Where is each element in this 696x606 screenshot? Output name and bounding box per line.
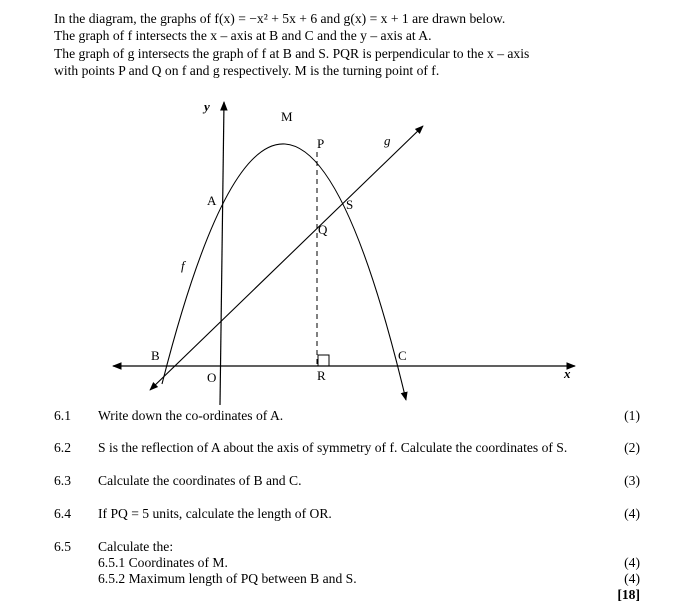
question-marks: (3) bbox=[624, 473, 640, 488]
line-g bbox=[150, 126, 423, 390]
question-text: Calculate the coordinates of B and C. bbox=[98, 473, 302, 488]
intro-line-1: In the diagram, the graphs of f(x) = −x² + 5x + 6 and g(x) = x + 1 are drawn below. bbox=[54, 11, 506, 26]
label-p: P bbox=[317, 136, 325, 151]
label-c: C bbox=[398, 348, 407, 363]
y-axis-line bbox=[220, 102, 224, 405]
intro-line-4: with points P and Q on f and g respectively. M is the turning point of f. bbox=[54, 63, 440, 79]
subquestion-text: 6.5.2 Maximum length of PQ between B and S. bbox=[98, 571, 357, 586]
label-g: g bbox=[384, 133, 391, 148]
label-f: f bbox=[181, 258, 185, 273]
label-r: R bbox=[317, 368, 326, 383]
label-s: S bbox=[346, 197, 354, 212]
question-text: S is the reflection of A about the axis of symmetry of f. Calculate the coordinates of S. bbox=[98, 440, 568, 455]
question-number: 6.4 bbox=[54, 506, 71, 521]
intro-line-3: The graph of g intersects the graph of f at B and S. PQR is perpendicular to the x – axis bbox=[54, 45, 530, 61]
question-marks: (4) bbox=[624, 506, 640, 521]
subquestion-marks: (4) bbox=[624, 571, 640, 586]
label-y-axis: y bbox=[204, 99, 210, 114]
label-m: M bbox=[281, 109, 293, 124]
question-number: 6.2 bbox=[54, 440, 71, 455]
question-marks: (1) bbox=[624, 408, 640, 423]
label-x-axis: x bbox=[564, 366, 571, 381]
subquestion-marks: (4) bbox=[624, 555, 640, 570]
question-text: Calculate the: bbox=[98, 539, 174, 554]
label-a: A bbox=[207, 193, 217, 208]
right-angle-marker bbox=[318, 355, 329, 366]
parabola-f bbox=[162, 144, 406, 400]
question-number: 6.3 bbox=[54, 473, 71, 488]
label-b: B bbox=[151, 348, 160, 363]
intro-line-2: The graph of f intersects the x – axis at B and C and the y – axis at A. bbox=[54, 28, 432, 44]
total-marks: [18] bbox=[617, 587, 640, 602]
question-text: If PQ = 5 units, calculate the length of OR. bbox=[98, 506, 332, 521]
label-o: O bbox=[207, 370, 217, 385]
question-marks: (2) bbox=[624, 440, 640, 455]
question-number: 6.1 bbox=[54, 408, 71, 423]
question-number: 6.5 bbox=[54, 539, 71, 554]
question-text: Write down the co-ordinates of A. bbox=[98, 408, 284, 423]
subquestion-text: 6.5.1 Coordinates of M. bbox=[98, 555, 228, 570]
label-q: Q bbox=[318, 222, 328, 237]
